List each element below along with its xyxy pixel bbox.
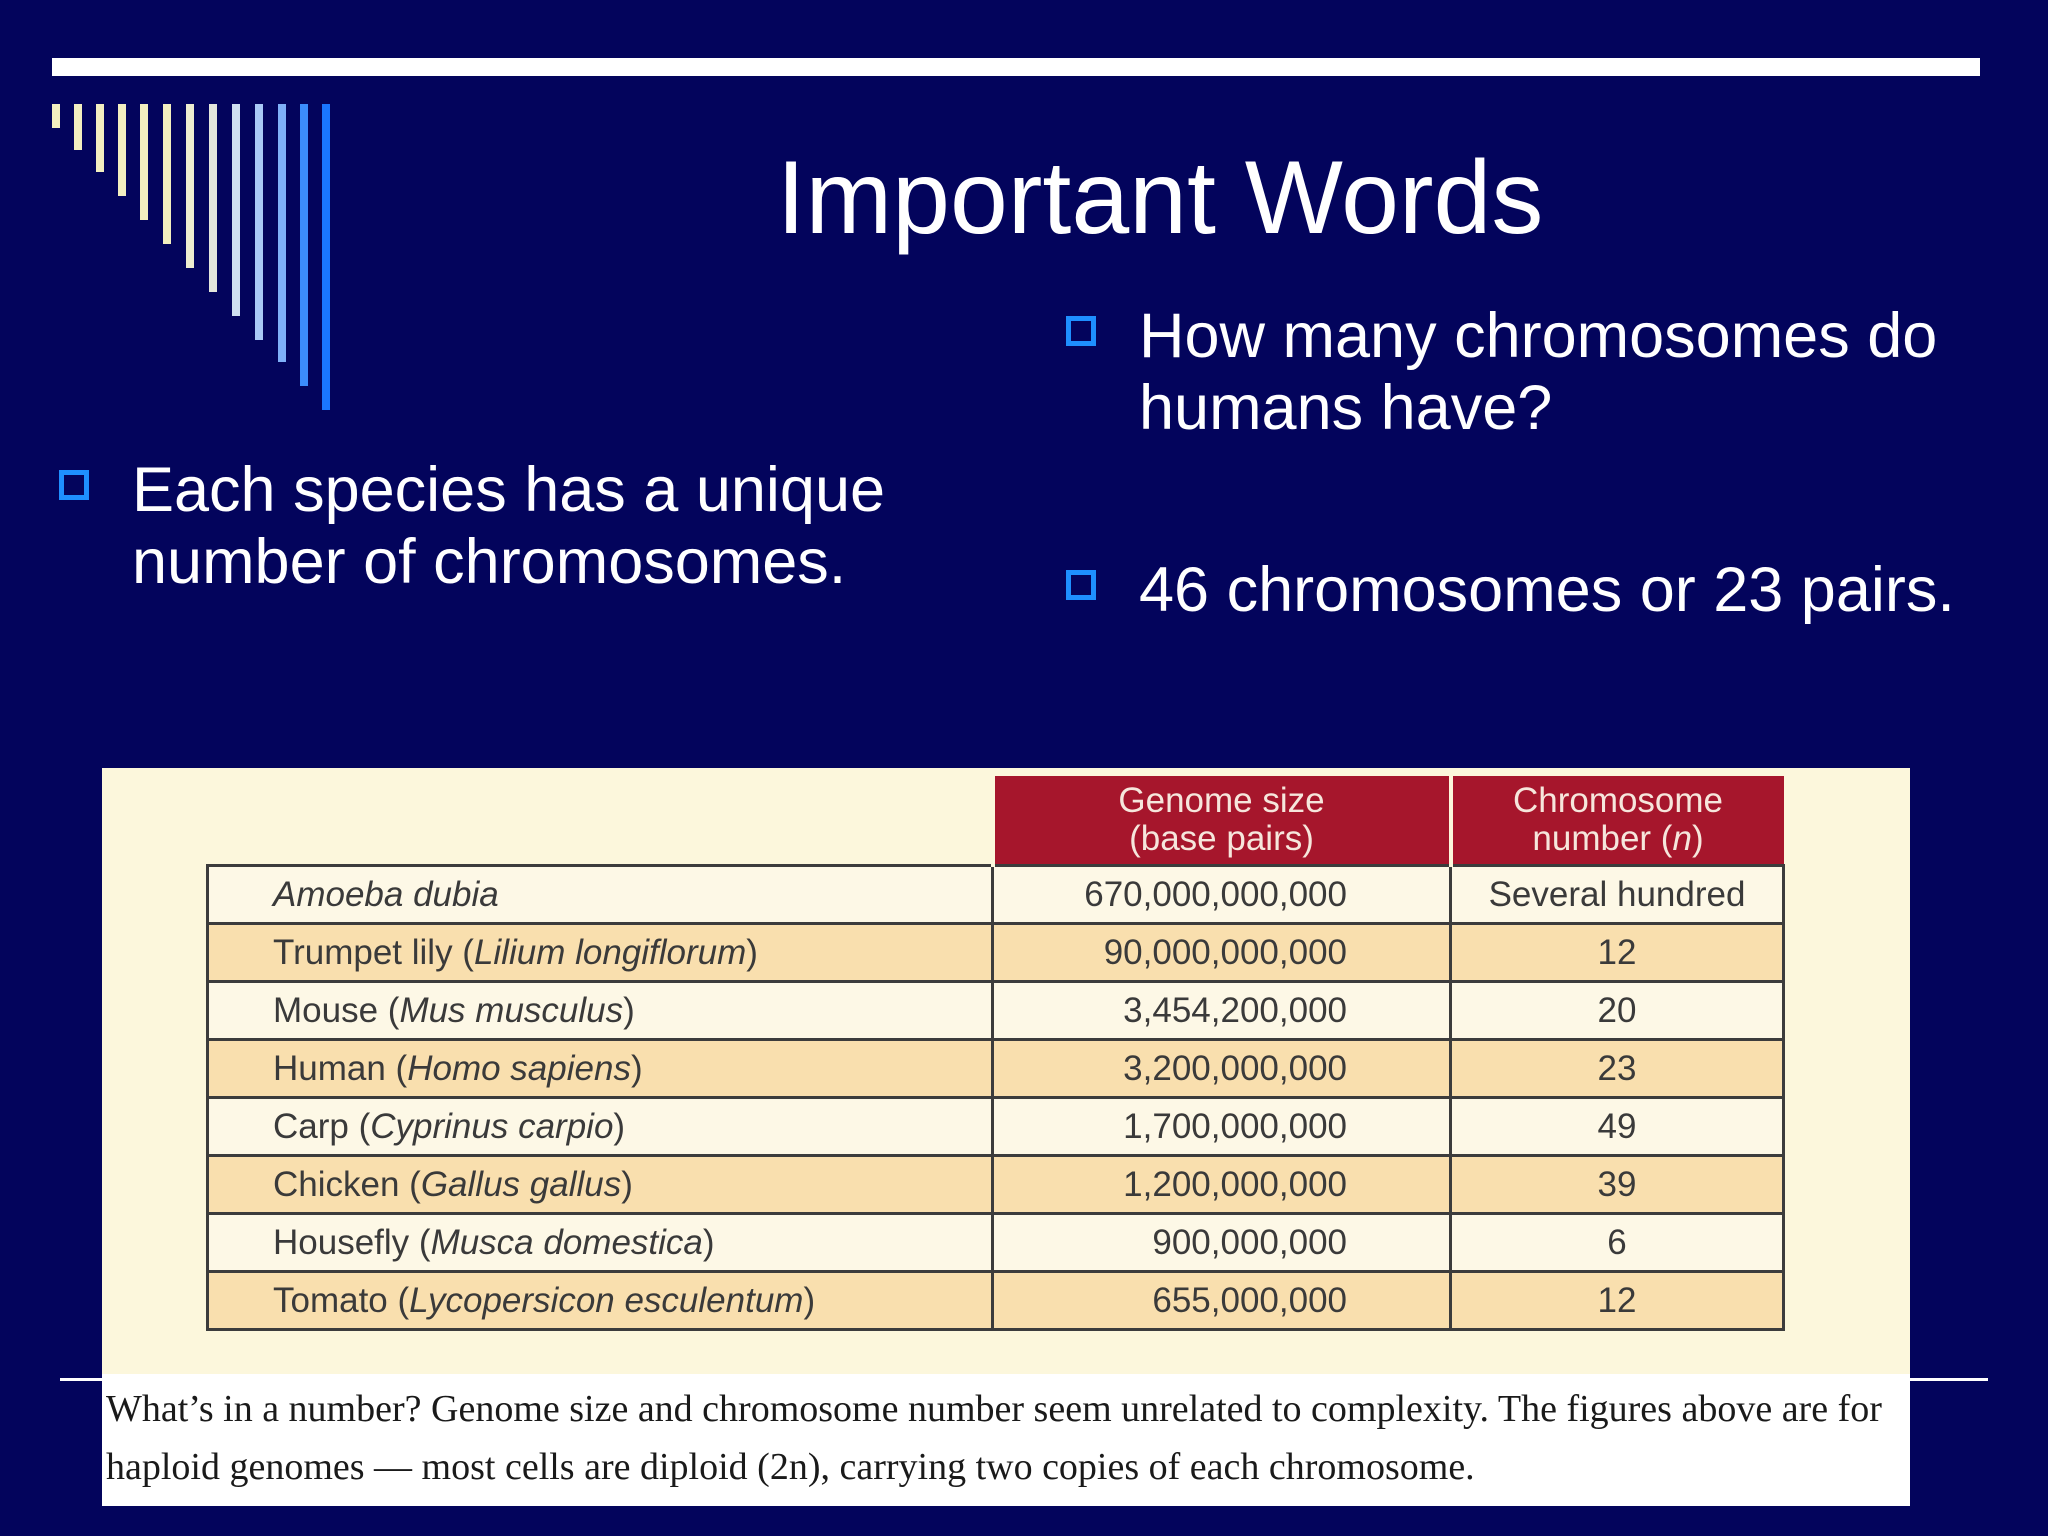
genome-size-cell: 3,200,000,000 [993, 1040, 1451, 1098]
stripe [96, 104, 104, 172]
header-chromosome-n: n [1672, 819, 1692, 858]
stripe [278, 104, 286, 362]
chromosome-number-cell: 12 [1451, 1272, 1784, 1330]
species-cell [208, 866, 993, 924]
table-row [208, 924, 1784, 982]
species-latin-name: Gallus gallus [420, 1164, 622, 1204]
stripe [74, 104, 82, 150]
species-common-name: Housefly ( [273, 1222, 431, 1262]
species-close-paren: ) [803, 1280, 816, 1320]
header-chromosome-line2a: number ( [1532, 819, 1673, 858]
table-row [208, 1214, 1784, 1272]
stripe [300, 104, 308, 386]
species-cell [208, 982, 993, 1040]
species-latin-name: Musca domestica [430, 1222, 703, 1262]
species-close-paren: ) [702, 1222, 715, 1262]
genome-size-cell: 90,000,000,000 [993, 924, 1451, 982]
genome-size-cell: 655,000,000 [993, 1272, 1451, 1330]
species-close-paren: ) [630, 1048, 643, 1088]
species-close-paren: ) [613, 1106, 626, 1146]
species-common-name: Carp ( [273, 1106, 371, 1146]
bullet-text: How many chromosomes do humans have? [1139, 301, 1938, 443]
slide-title: Important Words [776, 140, 1544, 256]
stripe [232, 104, 240, 316]
table-row [208, 982, 1784, 1040]
chromosome-number-cell: 49 [1451, 1098, 1784, 1156]
header-genome-size-line1: Genome size [1118, 781, 1325, 820]
stripe [255, 104, 263, 340]
header-chromosome-line2b: ) [1691, 819, 1704, 858]
species-cell [208, 1272, 993, 1330]
header-chromosome-line1: Chromosome [1512, 781, 1724, 820]
square-bullet-icon [1066, 316, 1096, 346]
species-latin-name: Homo sapiens [407, 1048, 631, 1088]
species-cell [208, 1214, 993, 1272]
species-common-name: Mouse ( [273, 990, 400, 1030]
stripe [52, 104, 60, 128]
species-latin-name: Lilium longiflorum [473, 932, 747, 972]
species-latin-name: Amoeba dubia [273, 874, 499, 914]
chromosome-number-cell: 20 [1451, 982, 1784, 1040]
stripe [322, 104, 330, 410]
header-species [208, 776, 993, 866]
table-row [208, 866, 1784, 924]
bullet-text: 46 chromosomes or 23 pairs. [1139, 555, 1955, 625]
chromosome-number-cell: 23 [1451, 1040, 1784, 1098]
species-cell [208, 1098, 993, 1156]
square-bullet-icon [59, 470, 89, 500]
species-cell [208, 1040, 993, 1098]
table-header-row [208, 776, 1784, 866]
genome-size-cell: 1,200,000,000 [993, 1156, 1451, 1214]
chromosome-number-cell: 39 [1451, 1156, 1784, 1214]
top-divider [52, 58, 1980, 76]
species-common-name: Chicken ( [273, 1164, 421, 1204]
genome-size-cell: 1,700,000,000 [993, 1098, 1451, 1156]
stripe [186, 104, 194, 268]
species-latin-name: Cyprinus carpio [370, 1106, 614, 1146]
genome-size-cell: 670,000,000,000 [993, 866, 1451, 924]
stripe [140, 104, 148, 220]
genome-table [206, 776, 1785, 1331]
stripe [118, 104, 126, 196]
table-row [208, 1156, 1784, 1214]
species-latin-name: Lycopersicon esculentum [409, 1280, 804, 1320]
species-close-paren: ) [623, 990, 635, 1030]
table-row [208, 1098, 1784, 1156]
square-bullet-icon [1066, 570, 1096, 600]
stripe [163, 104, 171, 244]
species-close-paren: ) [621, 1164, 633, 1204]
stripe [209, 104, 217, 292]
bullet-question [1066, 300, 2039, 444]
genome-size-cell: 900,000,000 [993, 1214, 1451, 1272]
bullet-species-unique [59, 454, 1052, 598]
species-cell [208, 924, 993, 982]
chromosome-number-cell: 6 [1451, 1214, 1784, 1272]
species-common-name: Trumpet lily ( [273, 932, 474, 972]
chromosome-number-cell: Several hundred [1451, 866, 1784, 924]
species-latin-name: Mus musculus [399, 990, 624, 1030]
header-genome-size-line2: (base pairs) [1129, 819, 1314, 858]
species-cell [208, 1156, 993, 1214]
genome-figure [102, 768, 1910, 1506]
bullet-text: Each species has a unique number of chromosomes. [132, 455, 886, 597]
species-close-paren: ) [746, 932, 758, 972]
genome-size-cell: 3,454,200,000 [993, 982, 1451, 1040]
species-common-name: Human ( [273, 1048, 408, 1088]
figure-caption: What’s in a number? Genome size and chromosome number seem unrelated to complexity. The figures above are for haploid genomes — most cells are diploid (2n), carrying two copies of each chromosome. [106, 1388, 1882, 1488]
bullet-answer [1066, 554, 2039, 626]
table-row [208, 1040, 1784, 1098]
chromosome-number-cell: 12 [1451, 924, 1784, 982]
table-row [208, 1272, 1784, 1330]
species-common-name: Tomato ( [273, 1280, 410, 1320]
header-chromosome-number [1451, 776, 1784, 866]
header-genome-size [993, 776, 1451, 866]
